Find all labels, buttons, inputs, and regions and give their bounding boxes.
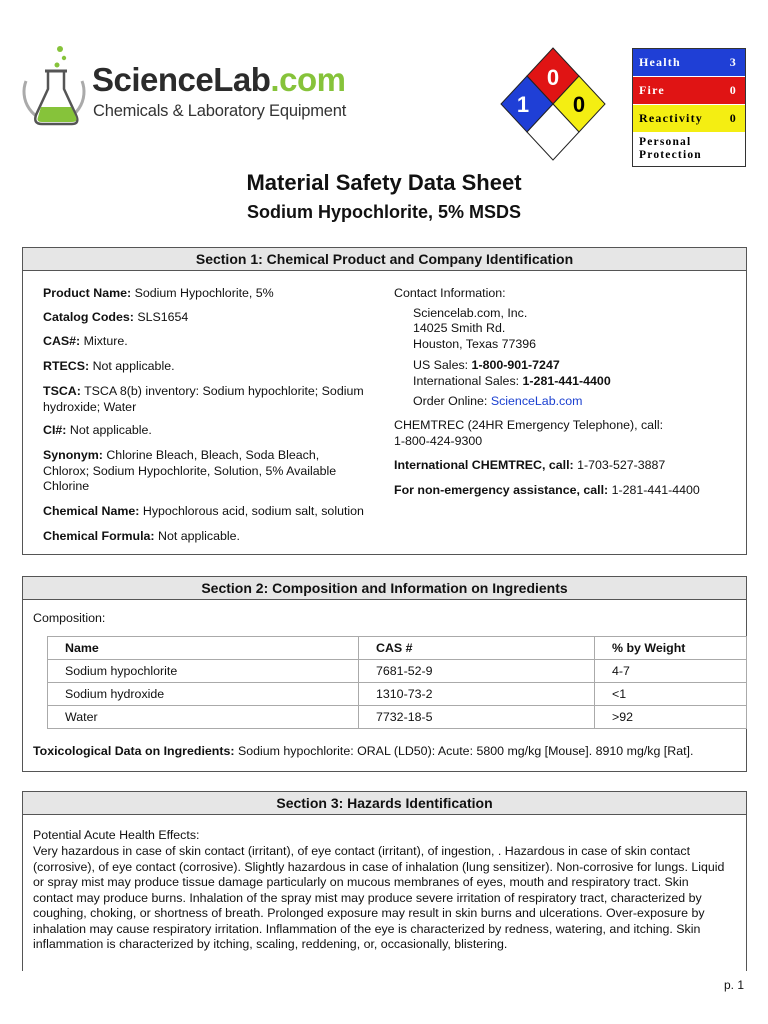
- company-address-line1: 14025 Smith Rd.: [413, 321, 506, 335]
- column-header: Name: [48, 637, 359, 660]
- field-value: Not applicable.: [154, 529, 240, 543]
- section-heading: Section 2: Composition and Information on Ingredients: [23, 577, 746, 600]
- column-header: CAS #: [359, 637, 595, 660]
- chemtrec-label: CHEMTREC (24HR Emergency Telephone), call:: [394, 418, 664, 432]
- nfpa-reactivity: 0: [572, 92, 586, 117]
- nfpa-flammability: 0: [546, 65, 560, 90]
- non-emergency-line: [394, 483, 700, 499]
- field-value: Sodium Hypochlorite, 5%: [131, 286, 274, 300]
- international-chemtrec-phone: 1-703-527-3887: [573, 458, 666, 472]
- section-heading: Section 3: Hazards Identification: [23, 792, 746, 815]
- composition-table: [47, 636, 747, 729]
- field-label: Catalog Codes:: [43, 310, 134, 324]
- order-online-line: [413, 394, 582, 410]
- international-chemtrec-label: International CHEMTREC, call:: [394, 458, 574, 472]
- section-heading: Section 1: Chemical Product and Company Identification: [23, 248, 746, 271]
- catalog-codes-field: [43, 310, 373, 326]
- text-line: inflammation is characterized by itching, scaling, reddening, or, occasionally, blistering.: [33, 937, 508, 951]
- text-line: or spray mist may produce tissue damage particularly on mucous membranes of eyes, mouth and respiratory tract. Skin: [33, 875, 689, 889]
- tsca-field: [43, 384, 375, 415]
- hmis-rating-table: [632, 48, 746, 167]
- hmis-label: Fire: [639, 83, 665, 97]
- international-chemtrec-line: [394, 458, 665, 474]
- field-value: Not applicable.: [89, 359, 175, 373]
- hmis-value: 3: [729, 55, 737, 69]
- hmis-value: 0: [729, 83, 737, 97]
- ingredient-cas: 7732-18-5: [359, 706, 595, 729]
- table-row: [48, 660, 747, 683]
- international-sales-phone: 1-281-441-4400: [522, 374, 611, 388]
- chemtrec-phone: 1-800-424-9300: [394, 434, 483, 448]
- text-line: Very hazardous in case of skin contact (irritant), of eye contact (irritant), of ingestion, . Hazardous in case of skin contact: [33, 844, 691, 858]
- hmis-row-reactivity: [633, 105, 745, 133]
- table-row: [48, 683, 747, 706]
- hmis-row-personal-protection: [633, 133, 745, 166]
- contact-information-label: Contact Information:: [394, 286, 506, 300]
- international-sales-line: [413, 374, 611, 390]
- toxicological-value: Sodium hypochlorite: ORAL (LD50): Acute: 5800 mg/kg [Mouse]. 8910 mg/kg [Rat].: [234, 744, 694, 758]
- section-2: [22, 576, 747, 772]
- field-label: Chemical Name:: [43, 504, 140, 518]
- hmis-label: Reactivity: [639, 111, 703, 125]
- field-label: Product Name:: [43, 286, 132, 300]
- ci-field: [43, 423, 373, 439]
- chemical-name-field: [43, 504, 383, 520]
- hmis-label: Health: [639, 55, 681, 69]
- field-label: CI#:: [43, 423, 67, 437]
- logo-wordmark: [92, 62, 345, 98]
- text-line: (corrosive), of eye contact (corrosive). Slightly hazardous in case of inhalation (lung sensitizer). Non-corrosive for lungs. Liquid: [33, 859, 725, 874]
- rtecs-field: [43, 359, 373, 375]
- field-value: Chlorine Bleach, Bleach, Soda Bleach, Chlorox; Sodium Hypochlorite, Solution, 5% Available Chlorine: [43, 448, 337, 493]
- us-sales-phone: 1-800-901-7247: [471, 358, 560, 372]
- field-label: CAS#:: [43, 334, 81, 348]
- field-value: Hypochlorous acid, sodium salt, solution: [139, 504, 364, 518]
- ingredient-cas: 1310-73-2: [359, 683, 595, 706]
- field-value: TSCA 8(b) inventory: Sodium hypochlorite; Sodium hydroxide; Water: [43, 384, 364, 414]
- logo-text-lab: Lab: [213, 61, 271, 98]
- hmis-value: 0: [729, 111, 737, 125]
- hmis-label: Personal Protection: [639, 136, 702, 161]
- chemical-formula-field: [43, 529, 373, 545]
- text-line: contact may produce burns. Inhalation of the spray mist may produce severe irritation of respiratory tract, characterized by: [33, 890, 702, 905]
- ingredient-weight: <1: [595, 683, 747, 706]
- section-1: [22, 247, 747, 555]
- hmis-row-fire: [633, 77, 745, 105]
- field-label: TSCA:: [43, 384, 81, 398]
- ingredient-name: Sodium hydroxide: [48, 683, 359, 706]
- ingredient-cas: 7681-52-9: [359, 660, 595, 683]
- table-row: [48, 706, 747, 729]
- page-number: p. 1: [723, 978, 744, 992]
- field-value: Not applicable.: [66, 423, 152, 437]
- text-line: coughing, choking, or shortness of breath. Prolonged exposure may result in skin burns and ulcerations. Over-exposure by: [33, 906, 705, 920]
- acute-health-effects-label: Potential Acute Health Effects:: [33, 828, 200, 842]
- flask-icon: [20, 45, 92, 133]
- us-sales-label: US Sales:: [413, 358, 472, 372]
- ingredient-weight: 4-7: [595, 660, 747, 683]
- cas-field: [43, 334, 373, 350]
- company-address-line2: Houston, Texas 77396: [413, 337, 537, 351]
- field-label: RTECS:: [43, 359, 90, 373]
- logo: [20, 45, 347, 135]
- order-online-label: Order Online:: [413, 394, 491, 408]
- document-subtitle: Sodium Hypochlorite, 5% MSDS: [246, 202, 522, 222]
- toxicological-data: [33, 744, 743, 760]
- international-sales-label: International Sales:: [413, 374, 523, 388]
- text-line: inhalation may cause respiratory irritation. Inflammation of the eye is characterized by redness, watering, and itching. Skin: [33, 921, 701, 936]
- composition-label: Composition:: [33, 611, 106, 625]
- nfpa-health: 1: [516, 92, 530, 117]
- synonym-field: [43, 448, 351, 495]
- logo-tagline: Chemicals & Laboratory Equipment: [93, 102, 347, 120]
- logo-text-science: Science: [92, 61, 214, 98]
- non-emergency-label: For non-emergency assistance, call:: [394, 483, 609, 497]
- us-sales-line: [413, 358, 560, 374]
- toxicological-label: Toxicological Data on Ingredients:: [33, 744, 235, 758]
- ingredient-name: Water: [48, 706, 359, 729]
- field-label: Chemical Formula:: [43, 529, 155, 543]
- nfpa-diamond: [497, 44, 609, 166]
- ingredient-name: Sodium hypochlorite: [48, 660, 359, 683]
- ingredient-weight: >92: [595, 706, 747, 729]
- non-emergency-phone: 1-281-441-4400: [608, 483, 700, 497]
- company-name: Sciencelab.com, Inc.: [413, 306, 528, 320]
- hmis-row-health: [633, 49, 745, 77]
- sciencelab-link[interactable]: ScienceLab.com: [490, 394, 583, 408]
- column-header: % by Weight: [595, 637, 747, 660]
- logo-text-com: .com: [270, 61, 346, 98]
- field-label: Synonym:: [43, 448, 103, 462]
- acute-health-effects-text: [33, 844, 724, 953]
- section-3: [22, 791, 747, 971]
- table-header-row: [48, 637, 747, 660]
- field-value: SLS1654: [133, 310, 189, 324]
- product-name-field: [43, 286, 373, 302]
- document-title: Material Safety Data Sheet: [246, 170, 522, 195]
- field-value: Mixture.: [80, 334, 128, 348]
